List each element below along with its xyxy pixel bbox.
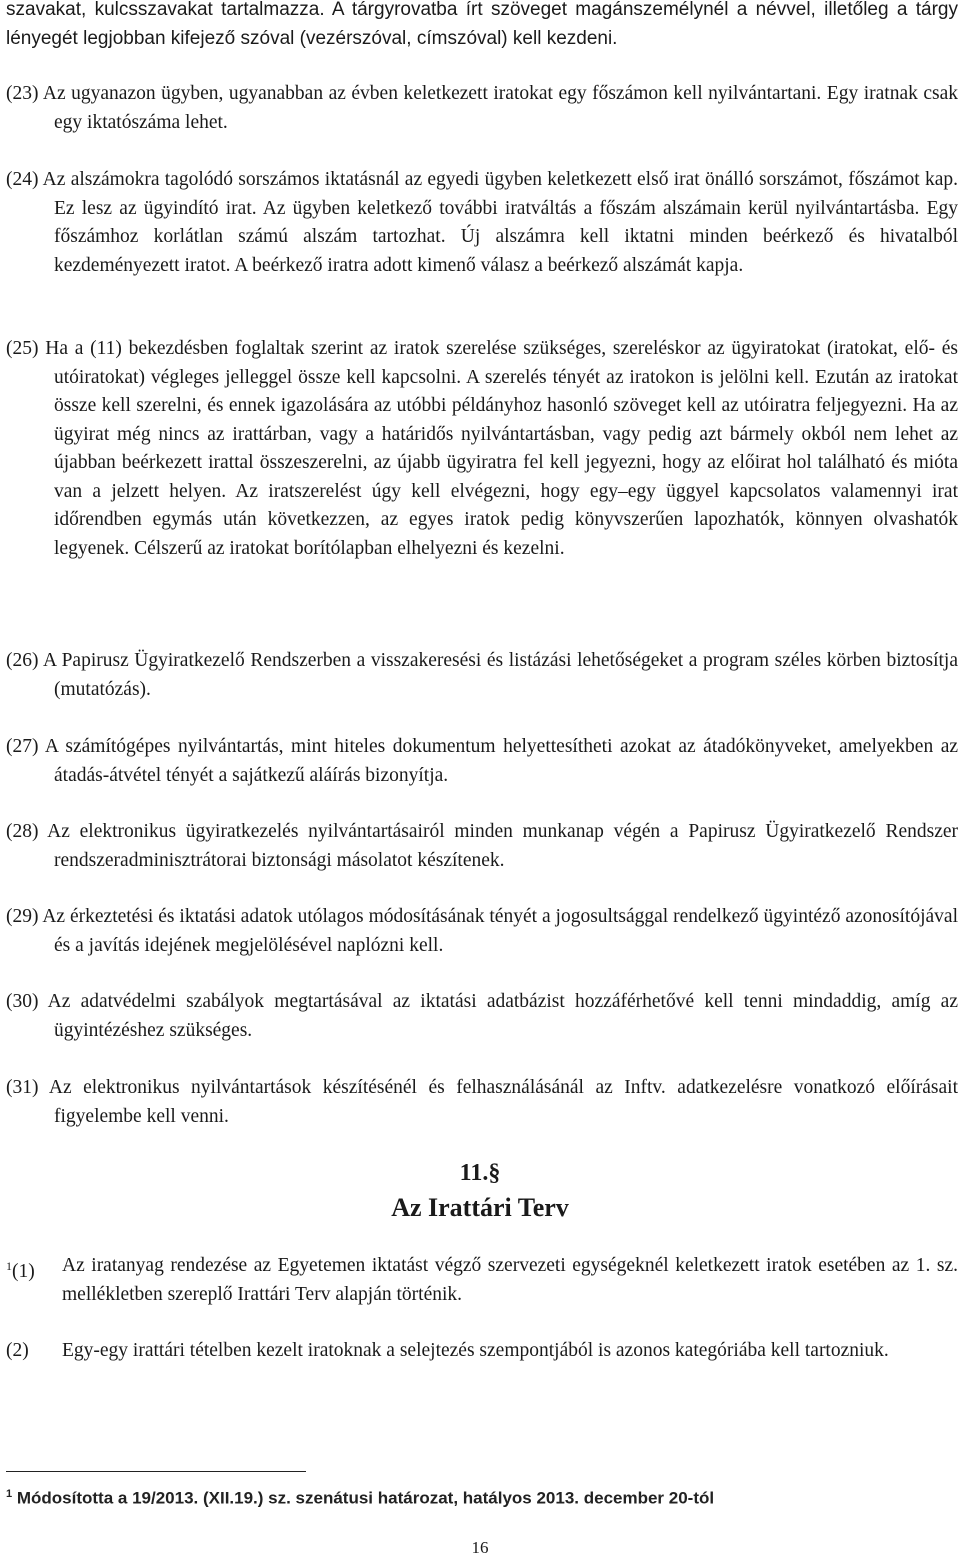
paragraph-23-text: (23) Az ugyanazon ügyben, ugyanabban az évben keletkezett iratokat egy főszámon kell nyilvántartani. Egy iratnak csak egy iktatószáma lehet. bbox=[6, 83, 958, 133]
footnote-text: Módosította a 19/2013. (XII.19.) sz. szenátusi határozat, hatályos 2013. december 20-tól bbox=[16, 1488, 715, 1508]
section-number: 11.§ bbox=[459, 1160, 501, 1186]
continued-text: szavakat, kulcsszavakat tartalmazza. A tárgyrovatba írt szöveget magánszemélynél a névvel, illetőleg a tárgy lényegét legjobban kifejező szóval (vezérszóval, címszóval) kell kezdeni. bbox=[6, 0, 958, 49]
paragraph-29-text: (29) Az érkeztetési és iktatási adatok utólagos módosításának tényét a jogosultsággal rendelkező ügyintéző azonosítójával és a javítás idejének megjelölésével naplózni kell. bbox=[6, 906, 958, 956]
footnote-ref[interactable]: 1 bbox=[6, 1259, 12, 1273]
paragraph-31 bbox=[6, 1074, 958, 1131]
section-sign-icon: § bbox=[488, 1160, 501, 1186]
paragraph-28-text: (28) Az elektronikus ügyiratkezelés nyilvántartásairól minden munkanap végén a Papirusz Ügyiratkezelő Rendszer rendszeradminisztrátorai biztonsági másolatot készítenek. bbox=[6, 821, 958, 871]
paragraph-25-text: (25) Ha a (11) bekezdésben foglaltak szerint az iratok szerelése szükséges, szereléskor az ügyiratokat (iratokat, elő- és utóiratokat) végleges jelleggel össze kell kapcsolni. A szerelés tényét az iratokon is jelölni kell. Ezután az iratokat össze kell szerelni, és ennek igazolására az utóbbi példányhoz hasonló szöveget kell az utóiratra feljegyezni. Ha az ügyirat még nincs az irattárban, vagy a határidős nyilvántartásban, vagy pedig azt bármely okból nem lehet az újabban beérkezett irattal összeszerelni, az újabb ügyiratra fel kell jegyezni, hogy az előirat hol található és mióta van a jelzett helyen. Az iratszerelést úgy kell elvégezni, hogy egy–egy üggyel kapcsolatos valamennyi irat időrendben egymás után következzen, az egyes iratok pedig könyvszerűen lapozhatók, könnyen olvashatók legyenek. Célszerű az iratokat borítólapban elhelyezni és kezelni. bbox=[6, 338, 958, 559]
footnote-marker: 1 bbox=[6, 1488, 13, 1500]
paragraph-26-text: (26) A Papirusz Ügyiratkezelő Rendszerben a visszakeresési és listázási lehetőségeket a program széles körben biztosítja (mutatózás). bbox=[6, 650, 958, 700]
paragraph-31-text: (31) Az elektronikus nyilvántartások készítésénél és felhasználásánál az Inftv. adatkezelésre vonatkozó előírásait figyelembe kell venni. bbox=[6, 1077, 958, 1127]
footnote bbox=[6, 1488, 714, 1509]
paragraph-27 bbox=[6, 733, 958, 790]
section-title: Az Irattári Terv bbox=[391, 1193, 569, 1222]
paragraph-24 bbox=[6, 166, 958, 280]
continued-paragraph bbox=[6, 0, 958, 53]
paragraph-30 bbox=[6, 988, 958, 1045]
clause-2-text: Egy-egy irattári tételben kezelt iratoknak a selejtezés szempontjából is azonos kategóriába kell tartozniuk. bbox=[62, 1340, 889, 1361]
clause-1-text: Az iratanyag rendezése az Egyetemen iktatást végző szervezeti egységeknél keletkezett iratok esetében az 1. sz. mellékletben szereplő Irattári Terv alapján történik. bbox=[62, 1255, 958, 1305]
footnote-divider bbox=[6, 1471, 306, 1472]
paragraph-30-text: (30) Az adatvédelmi szabályok megtartásával az iktatási adatbázist hozzáférhetővé kell tenni mindaddig, amíg az ügyintézéshez szükséges. bbox=[6, 991, 958, 1041]
paragraph-28 bbox=[6, 818, 958, 875]
clause-1 bbox=[6, 1252, 958, 1309]
paragraph-25 bbox=[6, 335, 958, 563]
paragraph-27-text: (27) A számítógépes nyilvántartás, mint hiteles dokumentum helyettesítheti azokat az átadókönyveket, amelyekben az átadás-átvétel tényét a sajátkezű aláírás bizonyítja. bbox=[6, 736, 958, 786]
paragraph-29 bbox=[6, 903, 958, 960]
clause-1-label: (1) bbox=[12, 1261, 35, 1282]
clause-2-label: (2) bbox=[6, 1340, 29, 1361]
clause-2 bbox=[6, 1337, 958, 1366]
page-number: 16 bbox=[471, 1538, 489, 1557]
paragraph-26 bbox=[6, 647, 958, 704]
paragraph-23 bbox=[6, 80, 958, 137]
paragraph-24-text: (24) Az alszámokra tagolódó sorszámos iktatásnál az egyedi ügyben keletkezett első irat önálló sorszámot, főszámot kap. Ez lesz az ügyindító irat. Az ügyben keletkező további iratváltás a főszám alszámain kerül nyilvántartásba. Egy főszámhoz korlátlan számú alszám tartozhat. Új alszámra kell iktatni minden beérkező és hivatalból kezdeményezett iratot. A beérkező iratra adott kimenő válasz a beérkező alszámát kapja. bbox=[6, 169, 958, 276]
